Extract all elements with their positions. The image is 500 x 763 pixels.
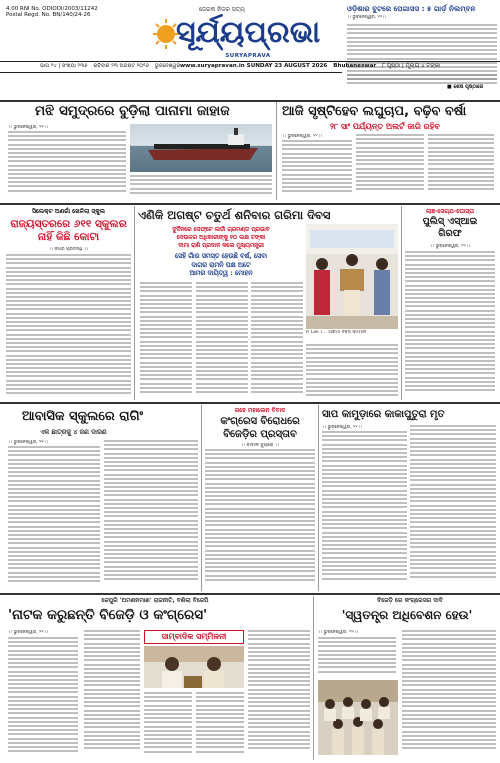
rain-headline: ଆଜି ସୃଷ୍ଟିହେବ ଲଘୁଚାପ, ବଢ଼ିବ ବର୍ଷା [282, 104, 467, 119]
police-story-head [405, 207, 495, 240]
issue-date-or: ରବିବାର ୨୩ ଅଗଷ୍ଟ ୨୦୨୬ [93, 63, 149, 69]
garima-headline: ଏଣିକି ଅଗଷ୍ଟ ଚତୁର୍ଥ ଶନିବାର ଗରିମା ଦିବସ [138, 208, 331, 222]
garima-deck [140, 226, 302, 250]
newspaper-title-en: SURYAPRAVA [225, 53, 271, 59]
session-dateline: ।। ଭୁବନେଶ୍ୱର, ୨୨।। [318, 630, 358, 635]
sampadak-logo-box [144, 630, 244, 644]
kota-kicker-wrap [6, 207, 131, 218]
garima-deck-line3: ଦାମା ରାଶି ପ୍ରଦାନ କଲେ ମୁଖ୍ୟମନ୍ତ୍ରୀ [178, 243, 264, 249]
kota-kicker: ସିଲେକ୍ଟ ଅଣଗାଁ ଖେଳିଲା ସ୍କୁଲ [32, 208, 105, 215]
postal-reg: Postal Regd. No. BN/140/24-26 [6, 12, 91, 18]
date-bar-en [180, 62, 500, 71]
hostel-dateline: ।। ଭୁବନେଶ୍ୱର, ୨୨।। [8, 440, 48, 445]
website-date: www.suryapravan.in SUNDAY 23 AUGUST 2026 [180, 63, 328, 69]
police-kicker: ଲାଞ୍ଚ-ସେଗ୍ଯ-ଘୋସ୍ତା [425, 208, 474, 215]
ship-dateline: ।। ଭୁବନେଶ୍ୱର, ୨୨।। [8, 125, 48, 130]
garima-deck-line2: ଦେଉଳର ଅଧିକାରୀଙ୍କୁ ୧୦ ଲକ୍ଷ ଟଙ୍କା [176, 235, 266, 241]
rain-subheadline: ୨୮ ସାଂ ପର୍ଯ୍ୟନ୍ତ ଅଲର୍ଟ ଜାରି ରହିବ [330, 122, 440, 131]
kota-dateline: ।। ନଗର ପ୍ରତିନିଧି ।। [48, 247, 89, 252]
police-headline-line2: ଗିରଫ [438, 228, 462, 239]
cong-headline-line2: ବିଜେଡ଼ିର ପ୍ରସ୍ତାବ [223, 429, 297, 440]
garima-quote-line1: ସେହି ଗାଁର ସମସ୍ତ ହେଉଛି ବର୍ଷ, ସେବା [174, 252, 268, 260]
city-or: ଭୁବନେଶ୍ୱର [154, 63, 181, 69]
city-en: Bhubaneswar [333, 63, 377, 69]
session-headline: 'ସ୍ୱତନ୍ତ୍ର ଅଧିବେଶନ ହେଉ' [341, 608, 473, 622]
hostel-subheadline: ଏକ ଛାତ୍ରକୁ ୪ ଜଣ ଦାରଣ [40, 428, 107, 436]
top-right-dateline: ।। ଭୁବନେଶ୍ୱର, ୨୨।। [347, 15, 386, 20]
newspaper-title: ସୂର୍ଯ୍ୟପ୍ରଭା [176, 15, 321, 50]
ship-headline: ମଝି ସମୁଦ୍ରରେ ବୁଡ଼ିଲା ପାନାମା ଜାହାଜ [35, 103, 230, 119]
top-right-headline: ଓଡ଼ିଶାର ବୁଟରେ ପେଗାସସ : ୫ ଗାର୍ଡ଼ ନିଲମ୍ବନ [347, 4, 476, 13]
garima-photo [306, 224, 398, 329]
kota-headline-line1: ରାଜ୍ୟସ୍ତରରେ ୬୧୧ ସ୍କୁଲର [10, 218, 127, 230]
session-photo [318, 680, 398, 755]
tagline: ଜେରକ ନିଜର ସତ୍ୟ [199, 6, 245, 13]
ship-photo [130, 124, 272, 172]
cong-dateline: ।। ବାଦାଲି ବ୍ୟୁରୋ ।। [241, 443, 279, 448]
registration-block [6, 6, 101, 18]
garima-quote-line3: ଆମର ଦାୟିତ୍ୱ : ମୋହନ [189, 269, 253, 277]
garima-quote-line2: ଦାଗର ରାମନି ପକ୍ଷ ଅଟେ [191, 260, 251, 269]
top-right-end-marker: ■ ଶେଷ ପୃଷ୍ଠାରେ [447, 84, 484, 90]
page-count-price: ୮ ପୃଷ୍ଠା | ମୂଲ୍ୟ ୪ ଟଙ୍କା [382, 63, 441, 69]
police-dateline: ।। ଭୁବନେଶ୍ୱର, ୨୨।। [430, 244, 470, 249]
snake-dateline: ।। ଭୁବନେଶ୍ୱର, ୨୨।। [322, 425, 362, 430]
cong-kicker: ରହେ ମହାଲେନ ବିବାଦ [234, 407, 286, 414]
garima-deck-line1: ଦୁର୍ଦିନରେ ସେଫ୍ଟେ ଲର୍ଡୀ ଗ୍ରମଣ୍ଡ ପ୍ରଭାବ [172, 227, 270, 233]
natak-headline: 'ନାଟକ କରୁଛନ୍ତି ବିଜେଡ଼ି ଓ କଂଗ୍ରେସ' [8, 607, 208, 623]
police-headline-line1: ପୁଲିସ୍ ଏସ୍‌ଆଇ [422, 216, 478, 227]
issue-number: ଭାଗ ୨୪ | ସଂଖ୍ୟା ୨୩୬ [40, 63, 88, 69]
rain-dateline: ।। ଭୁବନେଶ୍ୱର, ୨୨।। [282, 134, 322, 139]
press-meet-photo [144, 646, 244, 688]
snake-headline: ସାପ କାମୁଡ଼ାରେ କାକାପୁତୁରା ମୃତ [322, 409, 445, 420]
cong-headline-line1: କଂଗ୍ରେସ ବିରୋଧରେ [220, 416, 300, 427]
natak-dateline: ।। ଭୁବନେଶ୍ୱର, ୨୨।। [8, 630, 48, 635]
garima-quote [140, 252, 302, 278]
sampadak-logo: ସାମ୍ବାଦିକ ସମ୍ମିଳନୀ [161, 632, 227, 641]
session-kicker: ବିଜେଡ଼ି ରେ କଂଗ୍ରେସର ଦାବି [377, 597, 443, 604]
rni-number: 4.00 RNI No. ODIODI/2003/11242 [6, 6, 98, 12]
garima-photo-caption: P. Lok T... ଗରିମା ଦିବସ ସମ୍ମାନ [306, 330, 367, 335]
cong-story-head [205, 407, 315, 441]
kota-headline-line2: ନାହିଁ କିଛି କୋଟା [37, 231, 100, 243]
natak-kicker: ଜେପୁରି 'ଅମଣନମାଣ' ରାଜନୀତି, ବଣିଲା ବିଜେପି [101, 597, 209, 604]
hostel-headline: ଆବାସିକ ସ୍କୁଲରେ ରାଗିଂ [22, 409, 143, 424]
